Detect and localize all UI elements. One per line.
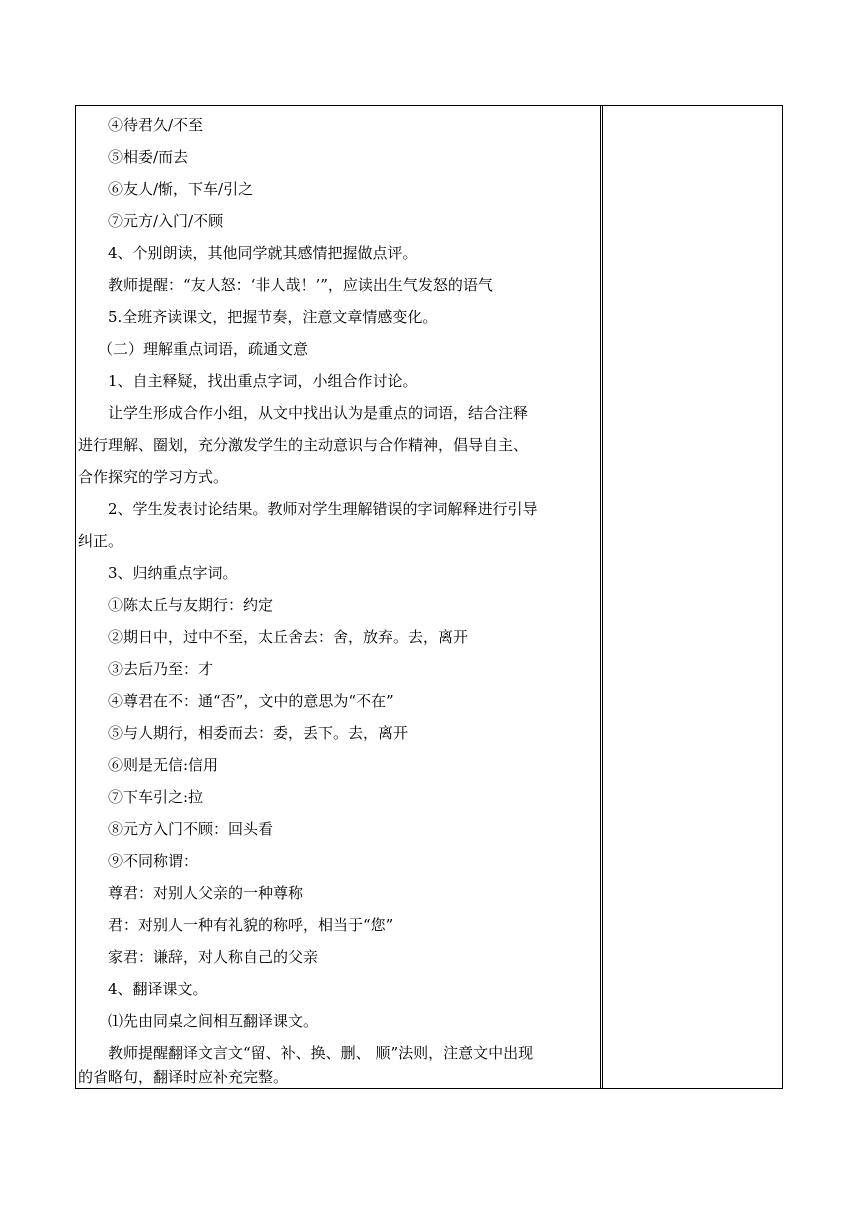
section-heading: （二）理解重点词语，疏通文意 xyxy=(98,340,309,358)
text-line: 尊君：对别人父亲的一种尊称 xyxy=(108,884,304,902)
text-line: 4、个别朗读，其他同学就其感情把握做点评。 xyxy=(108,244,418,262)
text-line: ⑧元方入门不顾：回头看 xyxy=(108,820,274,838)
text-line: 君：对别人一种有礼貌的称呼，相当于“您” xyxy=(108,916,394,934)
text-line: 4、翻译课文。 xyxy=(108,980,208,998)
notes-cell xyxy=(603,106,782,1088)
text-line: 纠正。 xyxy=(78,532,124,550)
text-line: 3、归纳重点字词。 xyxy=(108,564,238,582)
text-line: 让学生形成合作小组，从文中找出认为是重点的词语，结合注释 xyxy=(108,404,529,422)
text-line: ⑥则是无信:信用 xyxy=(108,756,219,774)
text-line: ②期日中，过中不至，太丘舍去：舍，放弃。去，离开 xyxy=(108,628,469,646)
text-line: 1、自主释疑，找出重点字词，小组合作讨论。 xyxy=(108,372,418,390)
text-line: ⑥友人/惭，下车/引之 xyxy=(108,180,254,198)
text-line: ①陈太丘与友期行：约定 xyxy=(108,596,274,614)
text-line: 合作探究的学习方式。 xyxy=(78,468,229,486)
text-line: ⑴先由同桌之间相互翻译课文。 xyxy=(108,1012,319,1030)
lesson-content-cell xyxy=(76,106,600,1088)
text-line: 教师提醒翻译文言文“留、补、换、删、 顺”法则，注意文中出现 xyxy=(108,1044,534,1062)
text-line: 家君：谦辞，对人称自己的父亲 xyxy=(108,948,319,966)
text-line: ⑦下车引之:拉 xyxy=(108,788,204,806)
text-line: ⑨不同称谓： xyxy=(108,852,199,870)
text-line: ③去后乃至：才 xyxy=(108,660,214,678)
text-line: ⑤与人期行，相委而去：委，丢下。去，离开 xyxy=(108,724,409,742)
text-line: 2、学生发表讨论结果。教师对学生理解错误的字词解释进行引导 xyxy=(108,500,538,518)
text-line: 教师提醒：“友人怒：‘非人哉！’”，应读出生气发怒的语气 xyxy=(108,276,493,294)
text-line: ⑤相委/而去 xyxy=(108,148,189,166)
text-line: ⑦元方/入门/不顾 xyxy=(108,212,224,230)
lesson-table xyxy=(75,105,783,1089)
text-line: ④待君久/不至 xyxy=(108,116,204,134)
text-line: ④尊君在不：通“否”，文中的意思为“不在” xyxy=(108,692,394,710)
text-line: 的省略句，翻译时应补充完整。 xyxy=(78,1068,289,1086)
text-line: 5.全班齐读课文，把握节奏，注意文章情感变化。 xyxy=(108,308,438,326)
text-line: 进行理解、圈划，充分激发学生的主动意识与合作精神，倡导自主、 xyxy=(78,436,529,454)
